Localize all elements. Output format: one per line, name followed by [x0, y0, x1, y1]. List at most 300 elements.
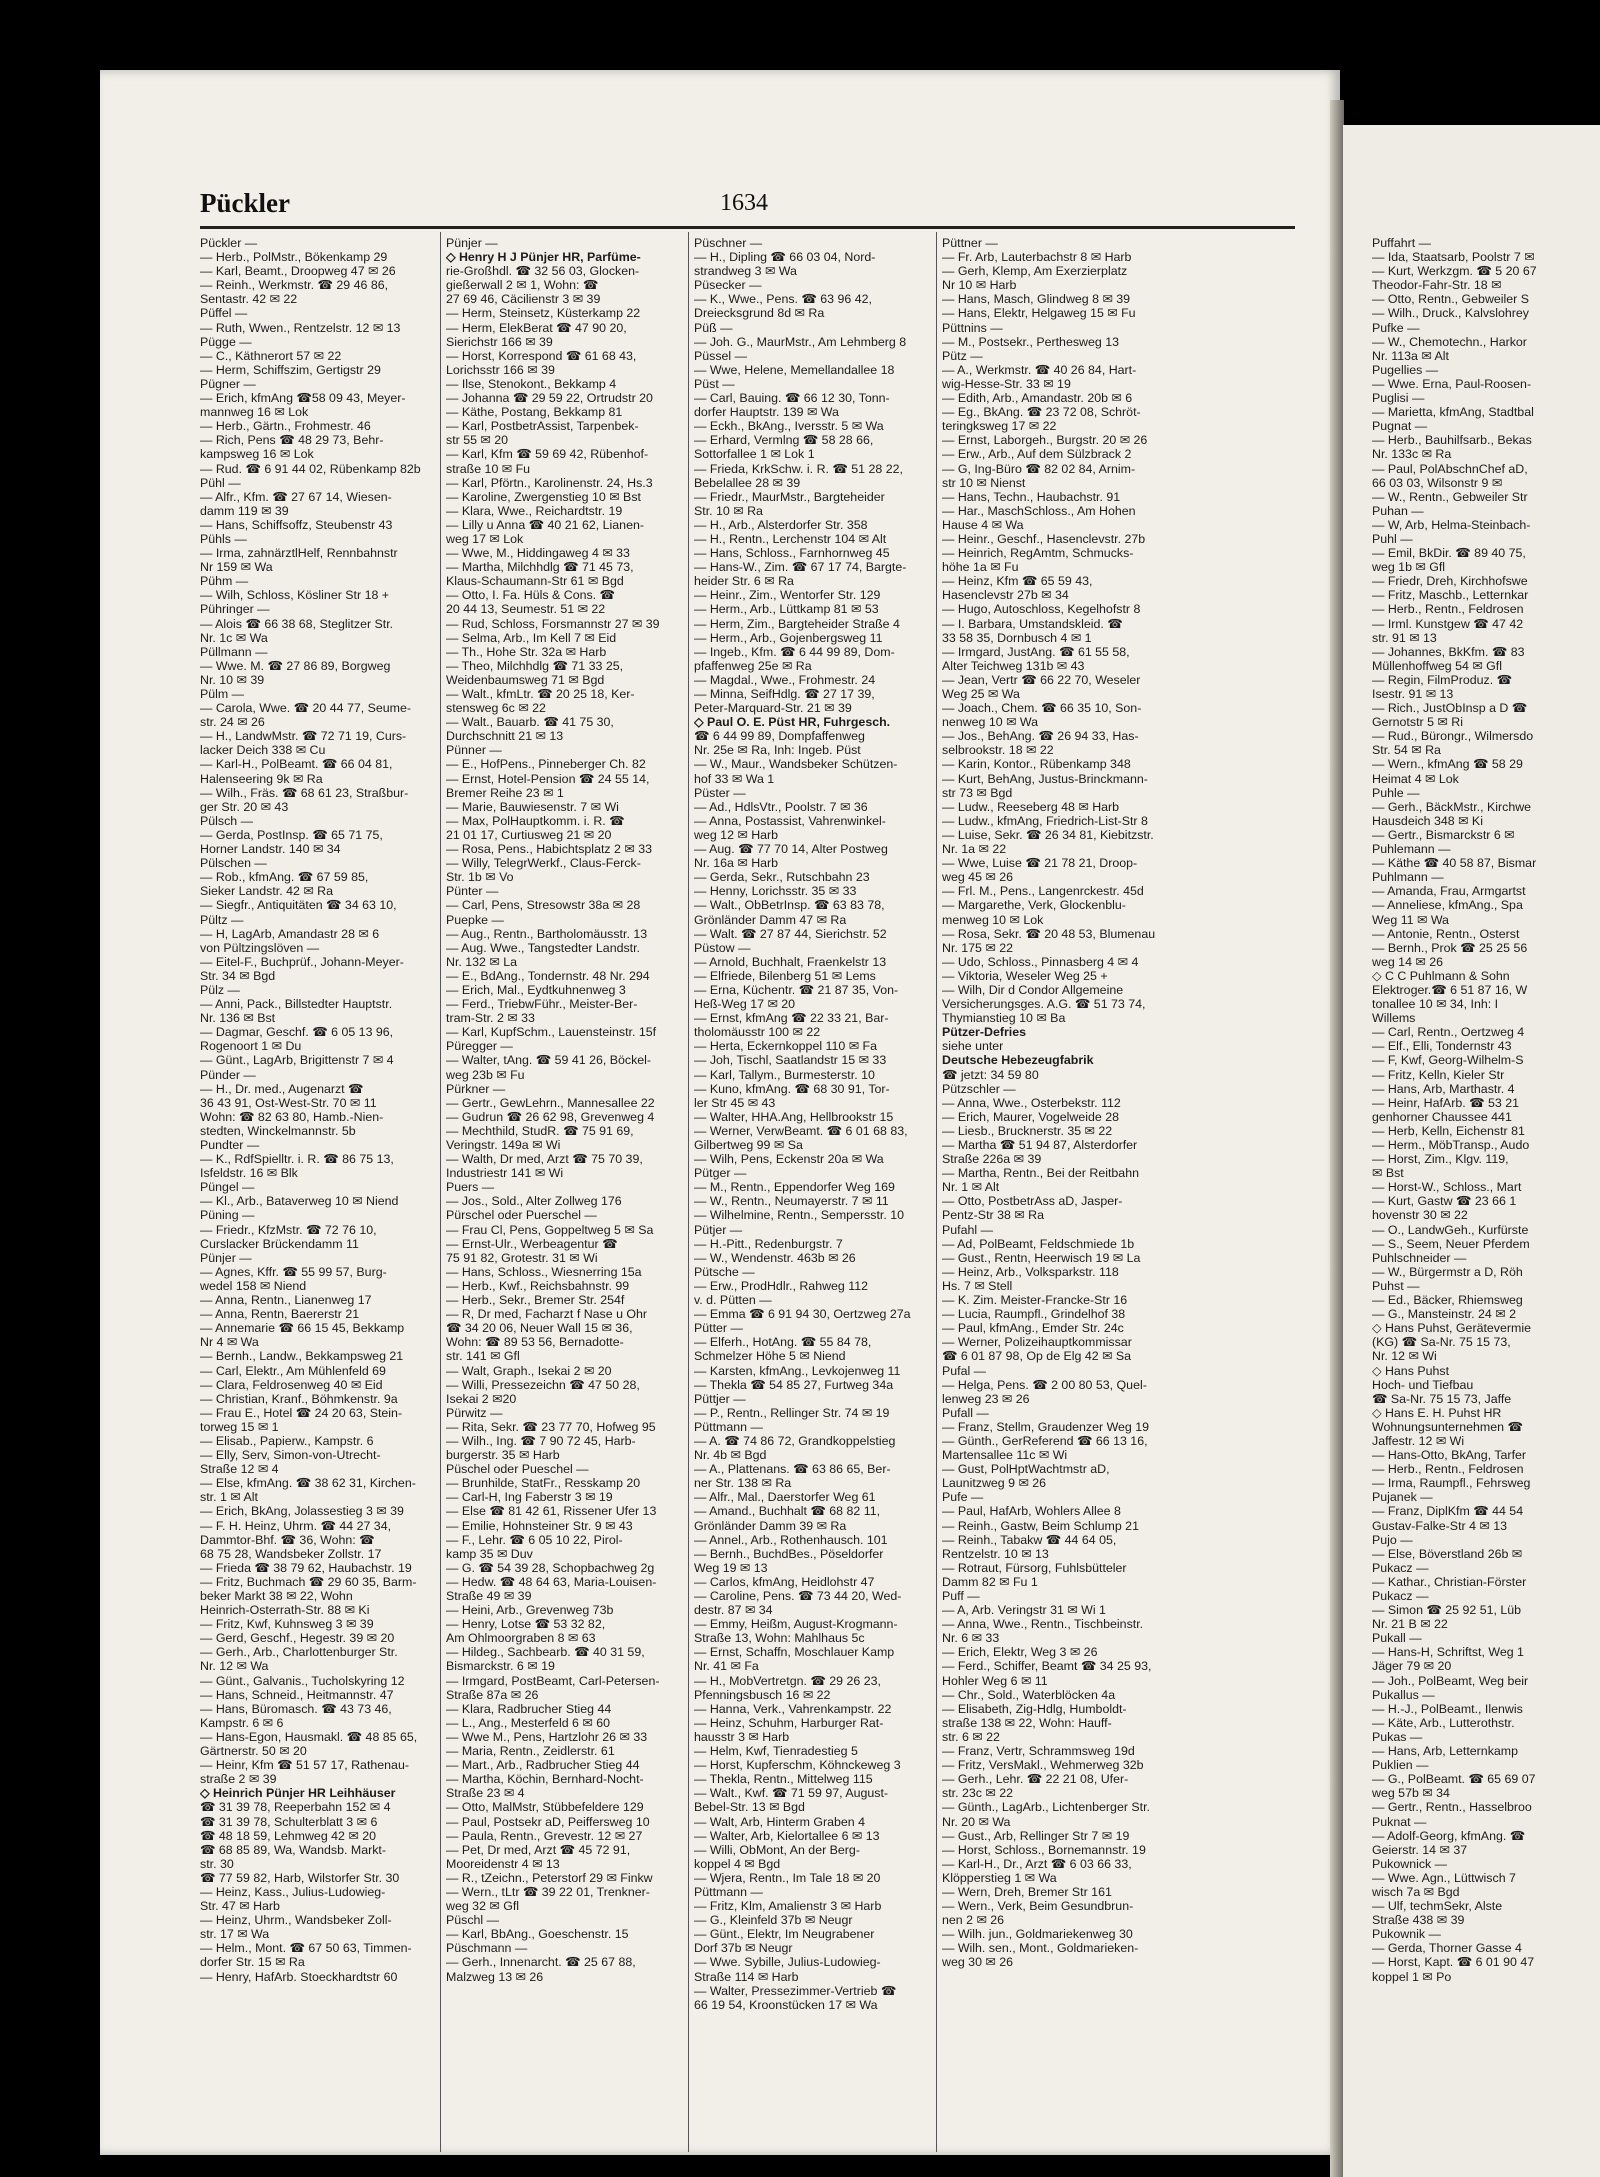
- directory-entry-line: 20 44 13, Seumestr. 51 ✉ 22: [446, 602, 606, 617]
- directory-entry-line: — S., Seem, Neuer Pferdem: [1372, 1236, 1530, 1251]
- directory-entry-line: — Annemarie ☎ 66 15 45, Bekkamp: [200, 1321, 405, 1336]
- directory-entry-line: Nr 10 ✉ Harb: [942, 278, 1017, 293]
- directory-entry-line: — Bernh., Landw., Bekkampsweg 21: [200, 1349, 404, 1364]
- directory-entry-line: — Gerda, PostInsp. ☎ 65 71 75,: [200, 827, 383, 842]
- directory-entry-line: — Heinz, Kfm ☎ 65 59 43,: [942, 574, 1093, 589]
- directory-entry-line: — Paul, Postsekr aD, Peiffersweg 10: [446, 1814, 650, 1829]
- directory-entry-line: ☎ 6 01 87 98, Op de Elg 42 ✉ Sa: [942, 1349, 1132, 1364]
- directory-entry-line: — Alois ☎ 66 38 68, Steglitzer Str.: [200, 616, 394, 631]
- directory-entry-line: Weg 11 ✉ Wa: [1372, 912, 1449, 927]
- directory-entry-line: Pufke —: [1372, 320, 1420, 335]
- directory-entry-line: stedten, Winckelmannstr. 5b: [200, 1123, 356, 1138]
- directory-entry-line: — Jos., Sold., Alter Zollweg 176: [446, 1194, 622, 1209]
- directory-entry-line: — Wilh, Dir d Condor Allgemeine: [942, 982, 1124, 997]
- directory-entry-line: — Rich., JustObInsp a D ☎: [1372, 701, 1528, 716]
- directory-entry-line: — Frieda, KrkSchw. i. R. ☎ 51 28 22,: [694, 461, 903, 476]
- directory-entry-line: — Paula, Rentn., Grevestr. 12 ✉ 27: [446, 1828, 643, 1843]
- directory-entry-line: pfaffenweg 25e ✉ Ra: [694, 658, 812, 673]
- directory-entry-line: — Karl, Kfm ☎ 59 69 42, Rübenhof-: [446, 447, 649, 462]
- directory-entry-line: — Heinr, HafArb. ☎ 53 21: [1372, 1095, 1519, 1110]
- directory-entry-line: — Irmgard, JustAng. ☎ 61 55 58,: [942, 644, 1130, 659]
- directory-entry-line: Püngel —: [200, 1180, 255, 1195]
- directory-entry-line: — Hans-H, Schriftst, Weg 1: [1372, 1645, 1524, 1660]
- directory-entry-line: — Herb., Kwf., Reichsbahnstr. 99: [446, 1278, 630, 1293]
- directory-entry-line: str. 17 ✉ Wa: [200, 1927, 270, 1942]
- directory-entry-line: — Wilh. sen., Mont., Goldmarieken-: [942, 1941, 1139, 1956]
- directory-entry-line: Nr. 175 ✉ 22: [942, 940, 1013, 955]
- directory-entry-line: straße 10 ✉ Fu: [446, 461, 531, 476]
- directory-entry-line: — Ed., Bäcker, Rhiemsweg: [1372, 1293, 1523, 1308]
- directory-entry-line: — Wilh., Fräs. ☎ 68 61 23, Straßbur-: [200, 785, 409, 800]
- directory-entry-line: — Kl., Arb., Bataverweg 10 ✉ Niend: [200, 1194, 399, 1209]
- directory-entry-line: — Hans, Techn., Haubachstr. 91: [942, 489, 1121, 504]
- directory-entry-line: — Wwe M., Pens, Hartzlohr 26 ✉ 33: [446, 1729, 648, 1744]
- directory-entry-line: — Hedw. ☎ 48 64 63, Maria-Louisen-: [446, 1574, 657, 1589]
- directory-entry-line: Deutsche Hebezeugfabrik: [942, 1053, 1094, 1068]
- directory-entry-line: — Herb., PolMstr., Bökenkamp 29: [200, 250, 388, 265]
- directory-entry-line: Pufe —: [942, 1490, 984, 1505]
- directory-entry-line: nenweg 10 ✉ Wa: [942, 715, 1039, 730]
- directory-entry-line: Straße 12 ✉ 4: [200, 1462, 279, 1477]
- directory-entry-line: Pürkner —: [446, 1081, 506, 1096]
- directory-entry-line: Grönländer Damm 47 ✉ Ra: [694, 912, 847, 927]
- directory-entry-line: — Herb., Sekr., Bremer Str. 254f: [446, 1293, 625, 1308]
- directory-entry-line: — Ulf, techmSekr, Alste: [1372, 1899, 1503, 1914]
- directory-entry-line: — Annel., Arb., Rothenhausch. 101: [694, 1532, 888, 1547]
- directory-entry-line: ◇ C C Puhlmann & Sohn: [1372, 968, 1510, 983]
- directory-entry-line: — Th., Hohe Str. 32a ✉ Harb: [446, 644, 607, 659]
- directory-entry-line: — Fritz, Kwf, Kuhnsweg 3 ✉ 39: [200, 1617, 374, 1632]
- directory-entry-line: Nr. 1c ✉ Wa: [200, 630, 268, 645]
- directory-entry-line: Peter-Marquard-Str. 21 ✉ 39: [694, 701, 852, 716]
- directory-entry-line: — Erich, Elektr, Weg 3 ✉ 26: [942, 1645, 1098, 1660]
- directory-entry-line: — Walter, Arb, Kielortallee 6 ✉ 13: [694, 1828, 880, 1843]
- directory-entry-line: Wohnungsunternehmen ☎: [1372, 1419, 1523, 1434]
- directory-entry-line: — P., Rentn., Rellinger Str. 74 ✉ 19: [694, 1405, 890, 1420]
- directory-entry-line: — Wwe. Erna, Paul-Roosen-: [1372, 376, 1532, 391]
- directory-entry-line: 66 19 54, Kroonstücken 17 ✉ Wa: [694, 1997, 878, 2012]
- directory-entry-line: — Käthe ☎ 40 58 87, Bismar: [1372, 856, 1537, 871]
- directory-entry-line: — Liesb., Brucknerstr. 35 ✉ 22: [942, 1123, 1113, 1138]
- directory-entry-line: — Günt., LagArb, Brigittenstr 7 ✉ 4: [200, 1053, 394, 1068]
- directory-entry-line: burgerstr. 35 ✉ Harb: [446, 1448, 560, 1463]
- directory-entry-line: Pülsch —: [200, 813, 254, 828]
- directory-entry-line: Gustav-Falke-Str 4 ✉ 13: [1372, 1518, 1508, 1533]
- directory-entry-line: — Herm., Arb., Lüttkamp 81 ✉ 53: [694, 602, 879, 617]
- page-header: [200, 188, 1300, 228]
- directory-entry-line: — Aug. ☎ 77 70 14, Alter Postweg: [694, 842, 888, 857]
- directory-entry-line: tonallee 10 ✉ 34, Inh: I: [1372, 997, 1499, 1012]
- directory-entry-line: — Pet, Dr med, Arzt ☎ 45 72 91,: [446, 1842, 631, 1857]
- directory-entry-line: weg 23b ✉ Fu: [446, 1067, 525, 1082]
- directory-entry-line: Straße 438 ✉ 39: [1372, 1913, 1465, 1928]
- directory-entry-line: Puknat —: [1372, 1814, 1427, 1829]
- directory-entry-line: — H, LagArb, Amandastr 28 ✉ 6: [200, 926, 380, 941]
- directory-entry-line: Nr. 20 ✉ Wa: [942, 1814, 1011, 1829]
- directory-entry-line: Nr. 113a ✉ Alt: [1372, 348, 1449, 363]
- directory-entry-line: — Anna, Rentn, Baererstr 21: [200, 1307, 360, 1322]
- directory-entry-line: Nr. 6 ✉ 33: [942, 1631, 1000, 1646]
- directory-entry-line: — H.-J., PolBeamt., Ilenwis: [1372, 1701, 1523, 1716]
- directory-entry-line: — W., Rentn., Gebweiler Str: [1372, 489, 1528, 504]
- directory-entry-line: — Gertr., Bismarckstr 6 ✉: [1372, 827, 1515, 842]
- directory-entry-line: — G, Ing-Büro ☎ 82 02 84, Arnim-: [942, 461, 1136, 476]
- directory-entry-line: — Willi, ObMont, An der Berg-: [694, 1842, 860, 1857]
- directory-entry-line: — W., Wendenstr. 463b ✉ 26: [694, 1250, 856, 1265]
- directory-entry-line: Pühls —: [200, 531, 247, 546]
- directory-entry-line: — M., Rentn., Eppendorfer Weg 169: [694, 1180, 895, 1195]
- directory-entry-line: wig-Hesse-Str. 33 ✉ 19: [942, 376, 1071, 391]
- directory-entry-line: — Bernh., Prok ☎ 25 25 56: [1372, 940, 1528, 955]
- directory-entry-line: — Emilie, Hohnsteiner Str. 9 ✉ 43: [446, 1518, 633, 1533]
- directory-entry-line: — H., Dipling ☎ 66 03 04, Nord-: [694, 250, 876, 265]
- directory-entry-line: Püttmann —: [694, 1419, 763, 1434]
- directory-entry-line: — Horst, Korrespond ☎ 61 68 43,: [446, 348, 637, 363]
- directory-entry-line: Alter Teichweg 131b ✉ 43: [942, 658, 1085, 673]
- directory-entry-line: weg 32 ✉ Gfl: [446, 1899, 520, 1914]
- directory-entry-line: ☎ 6 44 99 89, Dompfaffenweg: [694, 729, 865, 744]
- header-rule: [200, 226, 1295, 229]
- directory-entry-line: rie-Großhdl. ☎ 32 56 03, Glocken-: [446, 264, 640, 279]
- directory-entry-line: — Hans, Arb, Letternkamp: [1372, 1744, 1519, 1759]
- directory-entry-line: — Reinh., Werkmstr. ☎ 29 46 86,: [200, 278, 389, 293]
- directory-entry-line: — Ludw., Reeseberg 48 ✉ Harb: [942, 799, 1120, 814]
- directory-entry-line: — Ludw., kfmAng, Friedrich-List-Str 8: [942, 813, 1148, 828]
- directory-entry-line: Pütsche —: [694, 1264, 755, 1279]
- directory-entry-line: — Rud, Schloss, Forsmannstr 27 ✉ 39: [446, 616, 660, 631]
- directory-entry-line: Sierichstr 166 ✉ 39: [446, 334, 553, 349]
- directory-entry-line: Elektroger.☎ 6 51 87 16, W: [1372, 982, 1528, 997]
- directory-entry-line: 68 75 28, Wandsbeker Zollstr. 17: [200, 1546, 382, 1561]
- directory-entry-line: Puhle —: [1372, 785, 1420, 800]
- directory-entry-line: str. 23c ✉ 22: [942, 1786, 1013, 1801]
- directory-entry-line: — Arnold, Buchhalt, Fraenkelstr 13: [694, 954, 887, 969]
- directory-entry-line: — H., LandwMstr. ☎ 72 71 19, Curs-: [200, 729, 407, 744]
- directory-entry-line: — M., Postsekr., Perthesweg 13: [942, 334, 1119, 349]
- directory-entry-line: — Martha, Milchhdlg ☎ 71 45 73,: [446, 560, 634, 575]
- column-divider: [440, 232, 441, 2152]
- directory-entry-line: — Caroline, Pens. ☎ 73 44 20, Wed-: [694, 1589, 902, 1603]
- directory-entry-line: — Ingeb., Kfm. ☎ 6 44 99 89, Dom-: [694, 644, 895, 659]
- directory-entry-line: Pügner —: [200, 376, 256, 391]
- directory-entry-line: Dorf 37b ✉ Neugr: [694, 1941, 793, 1956]
- directory-entry-line: — Else ☎ 81 42 61, Rissener Ufer 13: [446, 1504, 657, 1519]
- directory-entry-line: Puhl —: [1372, 531, 1413, 546]
- directory-entry-line: Heß-Weg 17 ✉ 20: [694, 997, 796, 1012]
- directory-entry-line: — Carl-H, Ing Faberstr 3 ✉ 19: [446, 1490, 613, 1505]
- directory-entry-line: — Har., MaschSchloss., Am Hohen: [942, 503, 1136, 518]
- directory-entry-line: straße 2 ✉ 39: [200, 1772, 277, 1787]
- directory-entry-line: Nr 4 ✉ Wa: [200, 1335, 259, 1350]
- directory-entry-line: — Heinr., Geschf., Hasenclevstr. 27b: [942, 531, 1146, 546]
- directory-entry-line: — Carl, Pens, Stresowstr 38a ✉ 28: [446, 898, 641, 913]
- directory-entry-line: — Herm., MöbTransp., Audo: [1372, 1138, 1530, 1152]
- directory-entry-line: — Gerda, Thorner Gasse 4: [1372, 1941, 1522, 1956]
- directory-entry-line: — Agnes, Kffr. ☎ 55 99 57, Burg-: [200, 1264, 387, 1279]
- directory-entry-line: Am Ohlmoorgraben 8 ✉ 63: [446, 1631, 596, 1646]
- directory-entry-line: — Chr., Sold., Waterblöcken 4a: [942, 1687, 1116, 1702]
- directory-entry-line: — E., BdAng., Tondernstr. 48 Nr. 294: [446, 968, 650, 983]
- directory-entry-line: 33 58 35, Dornbusch 4 ✉ 1: [942, 630, 1092, 645]
- directory-entry-line: — Clara, Feldrosenweg 40 ✉ Eid: [200, 1377, 383, 1392]
- directory-entry-line: Kampstr. 6 ✉ 6: [200, 1715, 284, 1730]
- directory-entry-line: — Gertr., GewLehrn., Mannesallee 22: [446, 1095, 655, 1110]
- directory-entry-line: weg 14 ✉ 26: [1372, 954, 1444, 969]
- directory-entry-line: Nr. 132 ✉ La: [446, 954, 517, 969]
- directory-entry-line: — C., Käthnerort 57 ✉ 22: [200, 348, 342, 363]
- directory-entry-line: Puhan —: [1372, 503, 1424, 518]
- directory-entry-line: — Elfriede, Bilenberg 51 ✉ Lems: [694, 968, 876, 983]
- directory-entry-line: teringksweg 17 ✉ 22: [942, 419, 1057, 434]
- directory-entry-line: Geierstr. 14 ✉ 37: [1372, 1842, 1468, 1857]
- directory-entry-line: — Ernst, kfmAng ☎ 22 33 21, Bar-: [694, 1011, 889, 1026]
- directory-entry-line: — Walt., kfmLtr. ☎ 20 25 18, Ker-: [446, 687, 635, 701]
- directory-entry-line: — Wwe, Helene, Memellandallee 18: [694, 362, 895, 377]
- directory-entry-line: — Helm., Mont. ☎ 67 50 63, Timmen-: [200, 1941, 412, 1956]
- directory-entry-line: — Walt., Kwf. ☎ 71 59 97, August-: [694, 1786, 889, 1801]
- directory-entry-line: — E., HofPens., Pinneberger Ch. 82: [446, 757, 646, 772]
- directory-entry-line: — Joh. G., MaurMstr., Am Lehmberg 8: [694, 334, 907, 349]
- directory-entry-line: — Emmy, Heißm, August-Krogmann-: [694, 1617, 898, 1632]
- directory-entry-line: str. 6 ✉ 22: [942, 1729, 1000, 1744]
- directory-entry-line: Veringstr. 149a ✉ Wi: [446, 1138, 561, 1152]
- directory-entry-line: — Erich, kfmAng ☎58 09 43, Meyer-: [200, 391, 406, 406]
- directory-entry-line: — Erich, Maurer, Vogelweide 28: [942, 1109, 1120, 1124]
- directory-entry-line: Isestr. 91 ✉ 13: [1372, 687, 1454, 701]
- directory-entry-line: Püregger —: [446, 1039, 513, 1054]
- directory-entry-line: — Reinh., Gastw, Beim Schlump 21: [942, 1518, 1139, 1533]
- directory-entry-line: — Hans, Schloss., Farnhornweg 45: [694, 546, 890, 561]
- directory-entry-line: — Horst, Schloss., Bornemannstr. 19: [942, 1842, 1146, 1857]
- directory-entry-line: — Alfr., Kfm. ☎ 27 67 14, Wiesen-: [200, 489, 392, 504]
- directory-entry-line: Pufahl —: [942, 1222, 993, 1237]
- directory-entry-line: genhorner Chaussee 441: [1372, 1109, 1512, 1124]
- directory-entry-line: — Elferh., HotAng. ☎ 55 84 78,: [694, 1335, 872, 1350]
- directory-entry-line: — Helga, Pens. ☎ 2 00 80 53, Quel-: [942, 1377, 1147, 1392]
- directory-entry-line: Str. 1b ✉ Vo: [446, 870, 514, 885]
- directory-entry-line: Puhlschneider —: [1372, 1250, 1467, 1265]
- directory-entry-line: Müllenhoffweg 54 ✉ Gfl: [1372, 658, 1502, 673]
- directory-entry-line: — Gudrun ☎ 26 62 98, Grevenweg 4: [446, 1109, 655, 1124]
- directory-entry-line: — W., Rentn., Neumayerstr. 7 ✉ 11: [694, 1194, 889, 1209]
- directory-entry-line: — Karin, Kontor., Rübenkamp 348: [942, 757, 1131, 772]
- directory-entry-line: Bebel-Str. 13 ✉ Bgd: [694, 1800, 805, 1815]
- directory-entry-line: — Joh, Tischl, Saatlandstr 15 ✉ 33: [694, 1053, 887, 1068]
- directory-entry-line: ☎ Sa-Nr. 75 15 73, Jaffe: [1372, 1391, 1512, 1406]
- directory-entry-line: str 55 ✉ 20: [446, 433, 509, 448]
- directory-entry-line: ✉ Bst: [1372, 1166, 1404, 1181]
- directory-entry-line: — Brunhilde, StatFr., Resskamp 20: [446, 1476, 641, 1491]
- directory-entry-line: — L., Ang., Mesterfeld 6 ✉ 60: [446, 1715, 610, 1730]
- directory-entry-line: Nr. 4b ✉ Bgd: [694, 1448, 767, 1463]
- directory-entry-line: Nr. 1a ✉ 22: [942, 842, 1007, 857]
- directory-entry-line: Dreiecksgrund 8d ✉ Ra: [694, 306, 825, 321]
- directory-entry-line: — Herb., Bauhilfsarb., Bekas: [1372, 433, 1532, 448]
- directory-entry-line: Püttnins —: [942, 320, 1003, 335]
- directory-entry-line: Str. 34 ✉ Bgd: [200, 968, 276, 983]
- directory-entry-line: — Friedr., MaurMstr., Bargteheider: [694, 489, 885, 504]
- directory-entry-line: — Ernst, Hotel-Pension ☎ 24 55 14,: [446, 771, 650, 786]
- directory-entry-line: — Gust., Rentn, Heerwisch 19 ✉ La: [942, 1250, 1141, 1265]
- directory-entry-line: — Wwe, Luise ☎ 21 78 21, Droop-: [942, 856, 1138, 871]
- directory-entry-line: — Antonie, Rentn., Osterst: [1372, 926, 1520, 941]
- directory-entry-line: ◇ Hans Puhst: [1372, 1363, 1450, 1378]
- directory-entry-line: — Horst, Zim., Klgv. 119,: [1372, 1152, 1509, 1167]
- directory-entry-line: Sieker Landstr. 42 ✉ Ra: [200, 884, 333, 899]
- directory-entry-line: ner Str. 138 ✉ Ra: [694, 1476, 792, 1491]
- directory-entry-line: — Herb., Rentn., Feldrosen: [1372, 602, 1524, 617]
- directory-entry-line: — Theo, Milchhdlg ☎ 71 33 25,: [446, 658, 624, 673]
- running-head-name: Pückler: [200, 188, 290, 218]
- directory-entry-line: — Frl. M., Pens., Langenrckestr. 45d: [942, 884, 1144, 899]
- directory-entry-line: ☎ 68 85 89, Wa, Wandsb. Markt-: [200, 1842, 386, 1857]
- directory-entry-line: Püster —: [694, 785, 746, 800]
- directory-entry-line: — Hans, Arb, Marthastr. 4: [1372, 1081, 1515, 1096]
- directory-entry-line: — Else, kfmAng. ☎ 38 62 31, Kirchen-: [200, 1476, 416, 1491]
- directory-entry-line: damm 119 ✉ 39: [200, 503, 289, 518]
- directory-entry-line: Straße 49 ✉ 39: [446, 1589, 532, 1603]
- directory-entry-line: Pünjer —: [446, 236, 498, 250]
- directory-entry-line: — Wilh, Pens, Eckenstr 20a ✉ Wa: [694, 1152, 884, 1167]
- directory-entry-line: Gilbertweg 99 ✉ Sa: [694, 1138, 803, 1152]
- directory-entry-line: Püsecker —: [694, 278, 762, 293]
- directory-entry-line: — Carl, Elektr., Am Mühlenfeld 69: [200, 1363, 386, 1378]
- directory-entry-line: — Anna, Rentn., Lianenweg 17: [200, 1293, 372, 1308]
- directory-entry-line: tram-Str. 2 ✉ 33: [446, 1011, 535, 1026]
- directory-entry-line: — K., RdfSpielltr. i. R. ☎ 86 75 13,: [200, 1152, 394, 1167]
- directory-entry-line: Str. 54 ✉ Ra: [1372, 743, 1441, 758]
- directory-entry-line: Isfeldstr. 16 ✉ Blk: [200, 1166, 298, 1181]
- directory-entry-line: ger Str. 20 ✉ 43: [200, 799, 289, 814]
- directory-entry-line: — Herb, Kelln, Eichenstr 81: [1372, 1123, 1525, 1138]
- directory-entry-line: — Frau Cl, Pens, Goppeltweg 5 ✉ Sa: [446, 1222, 654, 1237]
- directory-entry-line: — Herm, Zim., Bargteheider Straße 4: [694, 616, 900, 631]
- directory-entry-line: — Heinr., Zim., Wentorfer Str. 129: [694, 588, 881, 603]
- directory-entry-line: — Eckh., BkAng., Iversstr. 5 ✉ Wa: [694, 419, 884, 434]
- directory-entry-line: — Alfr., Mal., Daerstorfer Weg 61: [694, 1490, 876, 1505]
- directory-entry-line: höhe 1a ✉ Fu: [942, 560, 1019, 575]
- directory-entry-line: — Herb., Rentn., Feldrosen: [1372, 1462, 1524, 1477]
- directory-entry-line: — Thekla ☎ 54 85 27, Furtweg 34a: [694, 1377, 894, 1392]
- directory-entry-line: — Simon ☎ 25 92 51, Lüb: [1372, 1603, 1522, 1618]
- directory-entry-line: — Karsten, kfmAng., Levkojenweg 11: [694, 1363, 901, 1378]
- directory-entry-line: von Pültzingslöven —: [200, 940, 320, 955]
- directory-entry-line: — Walt, Graph., Isekai 2 ✉ 20: [446, 1363, 612, 1378]
- directory-entry-line: — Herm, Schiffszim, Gertigstr 29: [200, 362, 381, 377]
- directory-entry-line: — Carl, Rentn., Oertzweg 4: [1372, 1025, 1525, 1040]
- directory-entry-line: — Anna, Postassist, Vahrenwinkel-: [694, 813, 886, 828]
- directory-entry-line: Versicherungsges. A.G. ☎ 51 73 74,: [942, 997, 1146, 1012]
- directory-entry-line: — F, Kwf, Georg-Wilhelm-S: [1372, 1053, 1524, 1068]
- directory-entry-line: — Emma ☎ 6 91 94 30, Oertzweg 27a: [694, 1307, 911, 1322]
- directory-entry-line: beker Markt 38 ✉ 22, Wohn: [200, 1589, 353, 1603]
- directory-entry-line: — A. ☎ 74 86 72, Grandkoppelstieg: [694, 1433, 896, 1448]
- directory-entry-line: — Hans, Masch, Glindweg 8 ✉ 39: [942, 292, 1131, 307]
- directory-entry-line: — Mart., Arb., Radbrucher Stieg 44: [446, 1758, 640, 1773]
- directory-entry-line: Bremer Reihe 23 ✉ 1: [446, 785, 564, 800]
- directory-entry-line: — Hildeg., Sachbearb. ☎ 40 31 59,: [446, 1645, 645, 1660]
- directory-entry-line: Pütz —: [942, 348, 983, 363]
- directory-entry-line: — Karoline, Zwergenstieg 10 ✉ Bst: [446, 489, 641, 504]
- directory-entry-line: — Viktoria, Weseler Weg 25 +: [942, 968, 1108, 983]
- directory-entry-line: — Udo, Schloss., Pinnasberg 4 ✉ 4: [942, 954, 1139, 969]
- directory-entry-line: — Rob., kfmAng. ☎ 67 59 85,: [200, 870, 369, 885]
- directory-entry-line: — Gerd, Geschf., Hegestr. 39 ✉ 20: [200, 1631, 395, 1646]
- directory-entry-line: 75 91 82, Grotestr. 31 ✉ Wi: [446, 1250, 598, 1265]
- directory-entry-line: — Hans-Otto, BkAng, Tarfer: [1372, 1448, 1527, 1463]
- directory-entry-line: — Thekla, Rentn., Mittelweg 115: [694, 1772, 873, 1787]
- directory-entry-line: — Wilh., Ing. ☎ 7 90 72 45, Harb-: [446, 1433, 636, 1448]
- directory-entry-line: Püschl —: [446, 1913, 500, 1928]
- directory-entry-line: — F. H. Heinz, Uhrm. ☎ 44 27 34,: [200, 1518, 392, 1533]
- directory-entry-line: Pukall —: [1372, 1631, 1422, 1646]
- directory-entry-line: hausstr 3 ✉ Harb: [694, 1729, 790, 1744]
- directory-entry-line: — Gerh., Innenarcht. ☎ 25 67 88,: [446, 1955, 636, 1970]
- directory-entry-line: Launitzweg 9 ✉ 26: [942, 1476, 1047, 1491]
- directory-entry-line: — Aug. Wwe., Tangstedter Landstr.: [446, 940, 640, 955]
- directory-entry-line: Straße 13, Wohn: Mahlhaus 5c: [694, 1631, 865, 1646]
- directory-entry-line: Hause 4 ✉ Wa: [942, 517, 1024, 532]
- directory-entry-line: — Aug., Rentn., Bartholomäusstr. 13: [446, 926, 648, 941]
- directory-entry-line: — Irma, Raumpfl., Fehrsweg: [1372, 1476, 1531, 1491]
- directory-entry-line: — Ad, PolBeamt, Feldschmiede 1b: [942, 1236, 1135, 1251]
- directory-entry-line: — Rosa, Sekr. ☎ 20 48 53, Blumenau: [942, 926, 1156, 941]
- directory-entry-line: weg 57b ✉ 34: [1372, 1786, 1450, 1801]
- column-5-next-page: [1372, 236, 1600, 1984]
- directory-entry-line: koppel 4 ✉ Bgd: [694, 1856, 781, 1871]
- directory-entry-line: — G., Kleinfeld 37b ✉ Neugr: [694, 1913, 853, 1928]
- directory-entry-line: — Martha ☎ 51 94 87, Alsterdorfer: [942, 1138, 1138, 1152]
- directory-entry-line: — Kathar., Christian-Förster: [1372, 1574, 1527, 1589]
- directory-entry-line: Sottorfallee 1 ✉ Lok 1: [694, 447, 815, 462]
- directory-entry-line: Jäger 79 ✉ 20: [1372, 1659, 1452, 1674]
- directory-entry-line: — W., Bürgermstr a D, Röh: [1372, 1264, 1523, 1279]
- directory-entry-line: — Gerh., Arb., Charlottenburger Str.: [200, 1645, 398, 1660]
- directory-entry-line: — Reinh., Tabakw ☎ 44 64 05,: [942, 1532, 1117, 1547]
- directory-entry-line: — Karl-H., PolBeamt. ☎ 66 04 81,: [200, 757, 393, 772]
- directory-entry-line: Pühl —: [200, 475, 241, 490]
- directory-entry-line: tholomäusstr 100 ✉ 22: [694, 1025, 821, 1040]
- directory-entry-line: — Willi, Pressezeichn ☎ 47 50 28,: [446, 1377, 640, 1392]
- directory-entry-line: — G., Mansteinstr. 24 ✉ 2: [1372, 1307, 1516, 1322]
- directory-entry-line: Bismarckstr. 6 ✉ 19: [446, 1659, 555, 1674]
- directory-entry-line: Str. 10 ✉ Ra: [694, 503, 763, 518]
- directory-entry-line: — Walter, HHA.Ang, Hellbrookstr 15: [694, 1109, 894, 1124]
- directory-entry-line: — Günth., LagArb., Lichtenberger Str.: [942, 1800, 1151, 1815]
- directory-entry-line: — Jean, Vertr ☎ 66 22 70, Weseler: [942, 672, 1141, 687]
- directory-entry-line: Straße 87a ✉ 26: [446, 1687, 539, 1702]
- directory-entry-line: Pentz-Str 38 ✉ Ra: [942, 1208, 1044, 1223]
- directory-entry-line: Wohn: ☎ 82 63 80, Hamb.-Nien-: [200, 1109, 384, 1124]
- directory-entry-line: — Bernh., BuchdBes., Pöseldorfer: [694, 1546, 884, 1561]
- directory-entry-line: — W., Chemotechn., Harkor: [1372, 334, 1527, 349]
- directory-entry-line: — Wwe. Agn., Lüttwisch 7: [1372, 1870, 1516, 1885]
- directory-entry-line: Isekai 2 ✉20: [446, 1391, 517, 1406]
- directory-entry-line: Puepke —: [446, 912, 504, 927]
- directory-entry-line: — Hans-Egon, Hausmakl. ☎ 48 85 65,: [200, 1729, 418, 1744]
- directory-entry-line: — Kurt, Werkzgm. ☎ 5 20 67: [1372, 264, 1537, 279]
- directory-entry-line: — Otto, I. Fa. Hüls & Cons. ☎: [446, 588, 615, 603]
- directory-entry-line: Heinrich-Osterrath-Str. 88 ✉ Ki: [200, 1603, 370, 1618]
- directory-entry-line: 66 03 03, Wilsonstr 9 ✉: [1372, 475, 1503, 490]
- directory-entry-line: lacker Deich 338 ✉ Cu: [200, 743, 326, 758]
- directory-entry-line: Püschmann —: [446, 1941, 528, 1956]
- directory-entry-line: — Hans, Büromasch. ☎ 43 73 46,: [200, 1701, 392, 1716]
- directory-entry-line: — Marietta, kfmAng, Stadtbal: [1372, 405, 1534, 420]
- directory-entry-line: — Rosa, Pens., Habichtsplatz 2 ✉ 33: [446, 842, 652, 857]
- directory-entry-line: Malzweg 13 ✉ 26: [446, 1969, 544, 1984]
- directory-entry-line: — Wern., kfmAng ☎ 58 29: [1372, 757, 1523, 772]
